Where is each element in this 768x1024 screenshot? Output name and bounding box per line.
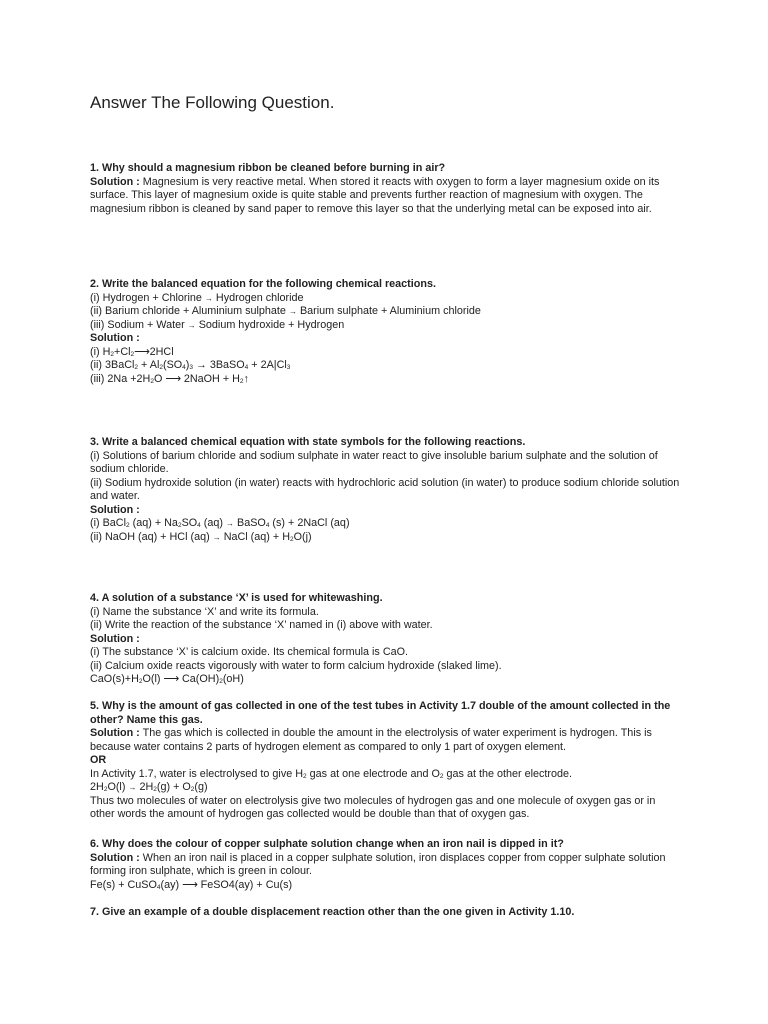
solution-label: Solution : xyxy=(90,332,140,344)
question-2-text: 2. Write the balanced equation for the following chemical reactions. xyxy=(90,278,436,290)
solution-label: Solution : xyxy=(90,503,140,516)
question-3-part-1: (i) Solutions of barium chloride and sodium sulphate in water react to give insoluble barium sulphate and the solution of sodium chloride. xyxy=(90,449,658,475)
arrow-symbol: → xyxy=(128,783,137,792)
question-3-solution-1: (i) BaCl$_2$ $(aq) + Na_2SO_4$ (aq) → BaSO$_4$ (s) + 2NaCl (aq) xyxy=(90,517,350,529)
question-4-part-1: (i) Name the substance ‘X’ and write its formula. xyxy=(90,605,319,618)
question-4-part-2: (ii) Write the reaction of the substance ‘X’ named in (i) above with water. xyxy=(90,619,433,631)
question-3-part-2: (ii) Sodium hydroxide solution (in water) reacts with hydrochloric acid solution (in water) to produce sodium chloride solution and water. xyxy=(90,476,680,502)
question-2-solution-3: (iii) $2Na +2H_2O$ ⟶ 2NaOH + $H_2↑$ xyxy=(90,372,249,385)
question-4-block xyxy=(90,592,682,687)
question-5-block xyxy=(90,700,682,822)
page-title: Answer The Following Question. xyxy=(90,93,335,112)
arrow-symbol: → xyxy=(288,307,297,316)
question-6-equation: Fe(s) + CuSO$_4$(ay) ⟶ FeSO4(ay) + Cu(s) xyxy=(90,878,293,891)
solution-label: Solution : xyxy=(90,851,140,864)
question-2-part-1: (i) Hydrogen + Chlorine → Hydrogen chloride xyxy=(90,291,304,304)
question-2-block xyxy=(90,278,682,386)
solution-label: Solution : xyxy=(90,632,140,645)
question-7-block xyxy=(90,906,682,920)
question-5-solution xyxy=(90,727,682,754)
question-7-text: 7. Give an example of a double displacement reaction other than the one given in Activity 1.10. xyxy=(90,906,575,918)
question-4-text: 4. A solution of a substance ‘X’ is used for whitewashing. xyxy=(90,592,383,604)
question-2-solution-1: (i) $H_2+Cl_2⟶2HCl$ xyxy=(90,345,174,358)
question-3-solution-2: (ii) NaOH (aq) + HCl (aq) → NaCl $(aq) + H_2O(j)$ xyxy=(90,530,312,543)
arrow-symbol: → xyxy=(187,320,196,330)
arrow-symbol: → xyxy=(204,293,213,303)
question-2-solution-2: (ii) 3BaCl$_2$ + $Al_2(SO_4)_3$ → 3BaSO$_4$ + $2A|Cl_3$ xyxy=(90,359,291,371)
question-3-block xyxy=(90,436,682,544)
question-4-equation: $CaO(s)+H_2O(l)$ ⟶ $Ca(OH)_2(oH)$ xyxy=(90,673,244,685)
question-1-block xyxy=(90,162,682,216)
solution-text: The gas which is collected in double the amount in the electrolysis of water experiment is hydrogen. This is because water contains 2 parts of hydrogen element as compared to only 1 part of oxygen element. xyxy=(90,727,652,753)
arrow-symbol: → xyxy=(212,532,221,542)
question-5-conclusion: Thus two molecules of water on electrolysis give two molecules of hydrogen gas and one molecule of oxygen gas or in other words the amount of hydrogen gas collected would be double than that of oxygen gas. xyxy=(90,794,656,820)
question-1-solution xyxy=(90,176,682,217)
solution-label: Solution : xyxy=(90,175,140,188)
solution-label: Solution : xyxy=(90,727,140,739)
question-4-answer-2: (ii) Calcium oxide reacts vigorously with water to form calcium hydroxide (slaked lime). xyxy=(90,659,502,672)
solution-text: Magnesium is very reactive metal. When stored it reacts with oxygen to form a layer magnesium oxide on its surface. This layer of magnesium oxide is quite stable and prevents further reaction of magnesium with oxygen. The magnesium ribbon is cleaned by sand paper to remove this layer so that the underlying metal can be exposed into air. xyxy=(90,175,660,215)
question-6-solution xyxy=(90,852,682,879)
question-1-text: 1. Why should a magnesium ribbon be cleaned before burning in air? xyxy=(90,162,446,174)
question-3-text: 3. Write a balanced chemical equation with state symbols for the following reactions. xyxy=(90,436,526,448)
question-6-block xyxy=(90,838,682,892)
question-5-text: 5. Why is the amount of gas collected in one of the test tubes in Activity 1.7 double of the amount collected in the other? Name this gas. xyxy=(90,700,671,726)
solution-text: When an iron nail is placed in a copper sulphate solution, iron displaces copper from copper sulphate solution forming iron sulphate, which is green in colour. xyxy=(90,851,666,877)
or-label: OR xyxy=(90,754,107,766)
arrow-symbol: → xyxy=(226,519,234,528)
question-2-part-3: (iii) Sodium + Water → Sodium hydroxide + Hydrogen xyxy=(90,318,345,331)
question-5-equation: $2H_2O(l) \to 2H_2(g) + O_2(g)$ xyxy=(90,781,208,793)
question-2-part-2: (ii) Barium chloride + Aluminium sulphate → Barium sulphate + Aluminium chloride xyxy=(90,305,481,317)
question-4-answer-1: (i) The substance ‘X’ is calcium oxide. Its chemical formula is CaO. xyxy=(90,646,409,658)
question-6-text: 6. Why does the colour of copper sulphate solution change when an iron nail is dipped in it? xyxy=(90,838,564,850)
question-5-electrolysis-line: In Activity 1.7, water is electrolysed to give $H_2$ gas at one electrode and $O_2$ gas at the other electrode. xyxy=(90,767,572,780)
